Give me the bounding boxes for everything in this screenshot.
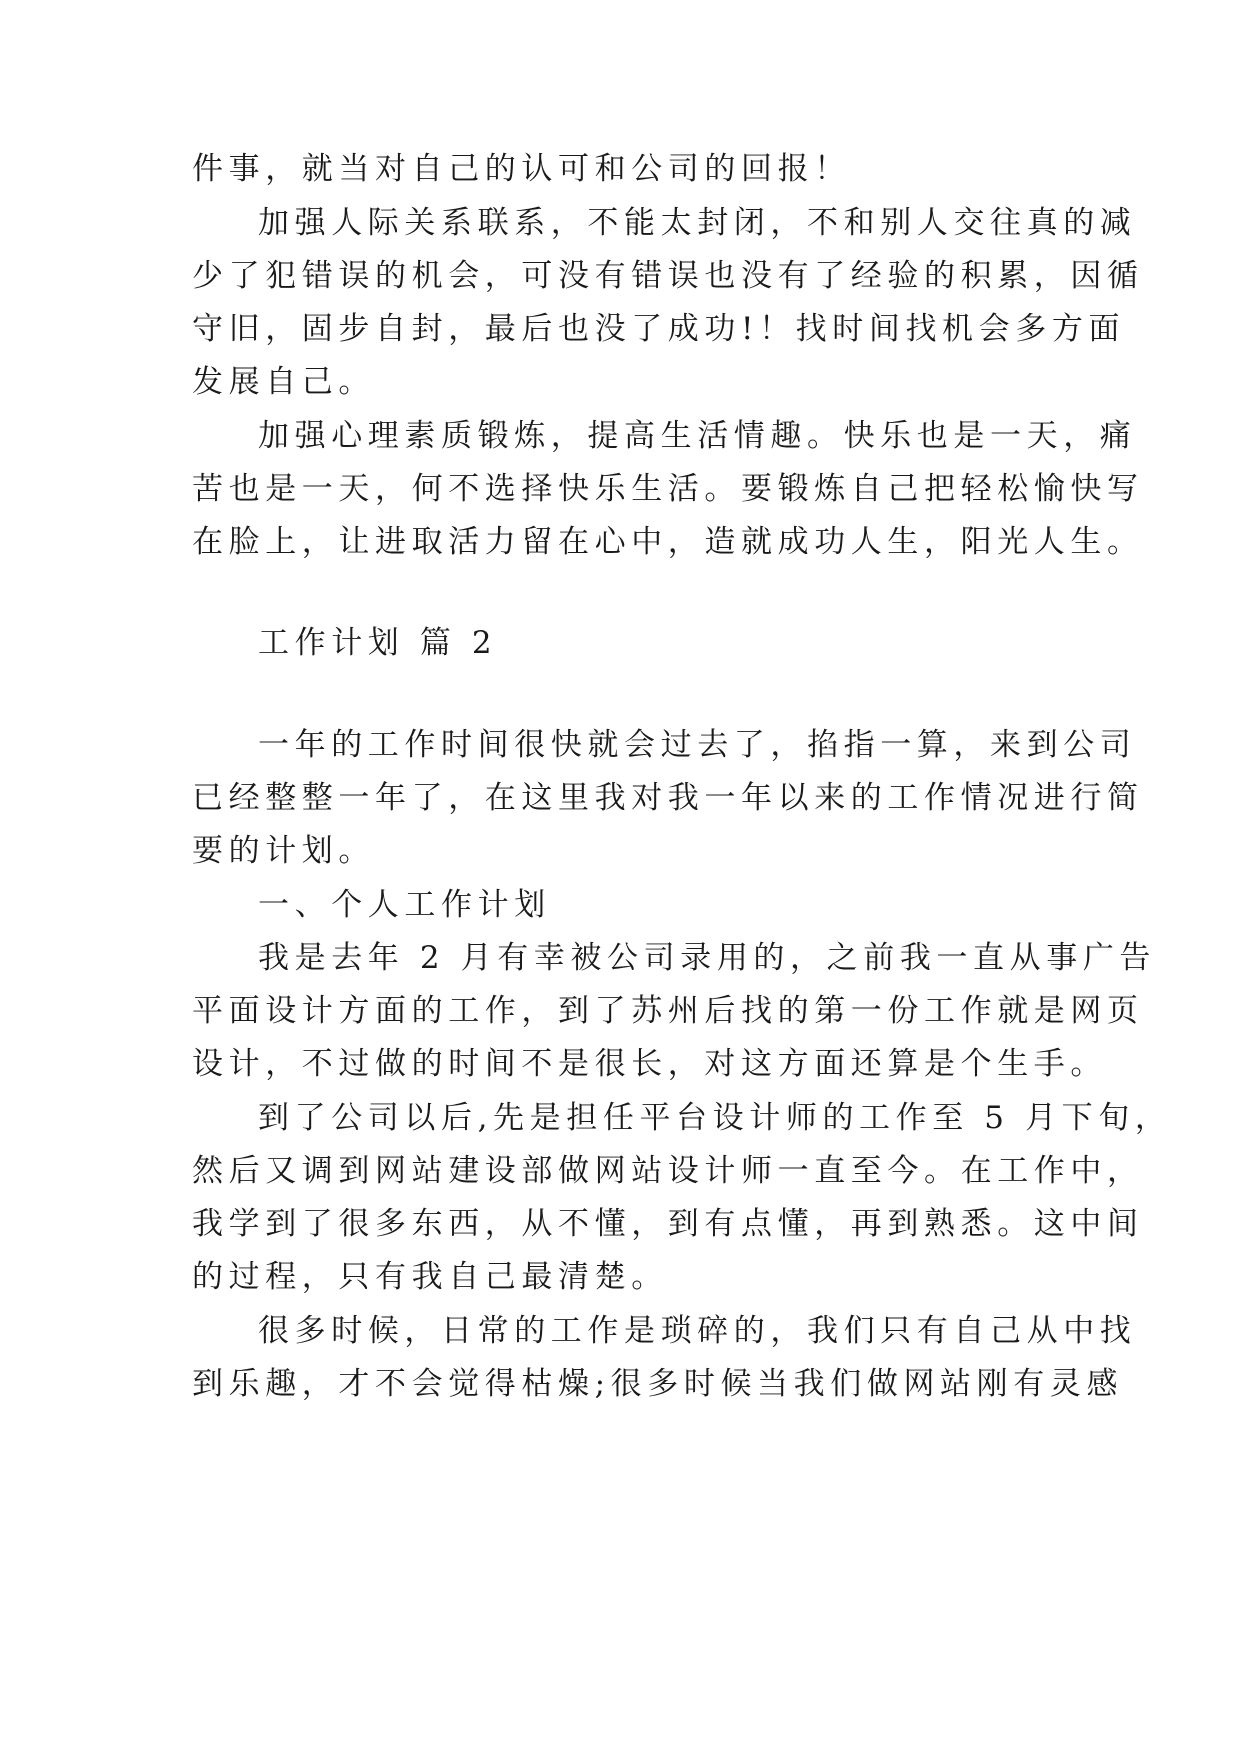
body-text-line: 然后又调到网站建设部做网站设计师一直至今。在工作中，	[192, 1153, 1144, 1189]
paragraph-first-line: 加强人际关系联系，不能太封闭，不和别人交往真的减	[258, 205, 1137, 241]
body-text-line: 设计，不过做的时间不是很长，对这方面还算是个生手。	[192, 1046, 1107, 1082]
paragraph-first-line: 到了公司以后,先是担任平台设计师的工作至 5 月下旬，	[258, 1100, 1172, 1136]
body-text-line: 件事，就当对自己的认可和公司的回报！	[192, 151, 851, 187]
paragraph-first-line: 加强心理素质锻炼，提高生活情趣。快乐也是一天，痛	[258, 418, 1137, 454]
body-text-line: 我学到了很多东西，从不懂，到有点懂，再到熟悉。这中间	[192, 1206, 1144, 1242]
body-text-line: 在脸上，让进取活力留在心中，造就成功人生，阳光人生。	[192, 524, 1144, 560]
body-text-line: 守旧，固步自封，最后也没了成功!！找时间找机会多方面	[192, 311, 1126, 347]
body-text-line: 平面设计方面的工作，到了苏州后找的第一份工作就是网页	[192, 993, 1144, 1029]
paragraph-first-line: 很多时候，日常的工作是琐碎的，我们只有自己从中找	[258, 1313, 1137, 1349]
body-text-line: 少了犯错误的机会，可没有错误也没有了经验的积累，因循	[192, 258, 1144, 294]
body-text-line: 已经整整一年了，在这里我对我一年以来的工作情况进行简	[192, 780, 1144, 816]
paragraph-first-line: 一年的工作时间很快就会过去了，掐指一算，来到公司	[258, 727, 1137, 763]
body-text-line: 的过程，只有我自己最清楚。	[192, 1259, 668, 1295]
subsection-heading: 一、个人工作计划	[258, 887, 551, 923]
body-text-line: 要的计划。	[192, 833, 375, 869]
section-heading: 工作计划 篇 2	[258, 625, 498, 661]
body-text-line: 发展自己。	[192, 364, 375, 400]
body-text-line: 苦也是一天，何不选择快乐生活。要锻炼自己把轻松愉快写	[192, 471, 1144, 507]
paragraph-first-line: 我是去年 2 月有幸被公司录用的，之前我一直从事广告	[258, 940, 1157, 976]
body-text-line: 到乐趣，才不会觉得枯燥;很多时候当我们做网站刚有灵感	[192, 1366, 1124, 1402]
